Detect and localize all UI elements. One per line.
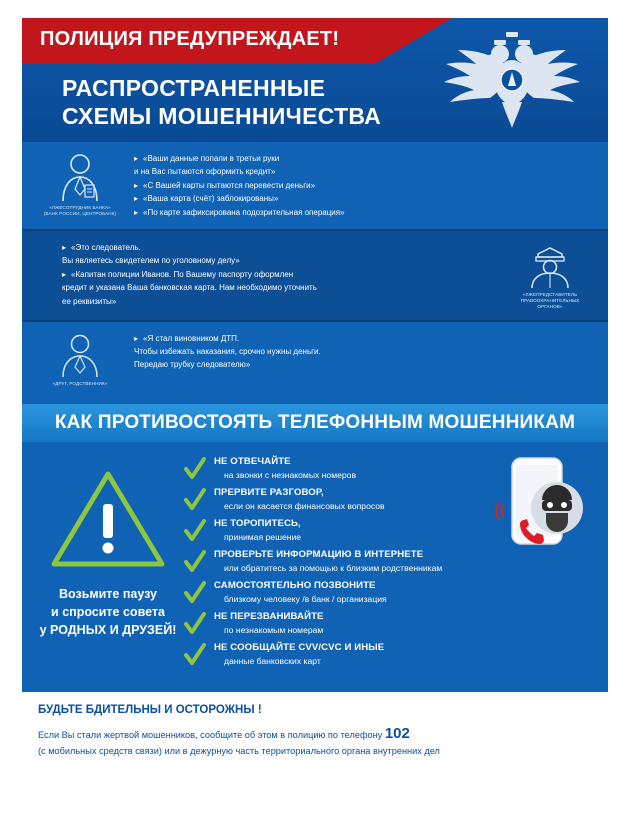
figure-caption [34, 205, 126, 217]
scheme-line [62, 255, 504, 267]
triangle-bullet-icon: ▸ [134, 154, 139, 163]
scheme-line [62, 269, 504, 281]
scheme-row-police-impostor [22, 231, 608, 320]
check-mark-icon [184, 488, 206, 512]
scheme-line [62, 296, 504, 308]
triangle-bullet-icon: ▸ [134, 333, 139, 343]
advice-section [22, 442, 608, 692]
tip-subtitle: по незнакомым номерам [224, 624, 324, 635]
mvd-eagle-emblem-icon [432, 22, 592, 134]
warning-text-line-1: Возьмите паузу [58, 586, 158, 601]
scheme-line-text: «Это следователь. [71, 242, 141, 252]
poster-header [22, 18, 608, 142]
scheme-row-bank-impostor [22, 142, 608, 229]
figure-caption [504, 292, 596, 311]
warning-text-line-3: у РОДНЫХ И ДРУЗЕЙ! [39, 622, 177, 637]
scheme-line [134, 153, 596, 165]
smartphone-with-thief-icon [494, 456, 590, 564]
scheme-line-text: Вы являетесь свидетелем по уголовному делу» [62, 256, 240, 266]
check-mark-icon [184, 612, 206, 636]
page-title [62, 74, 381, 130]
scheme-line-text: кредит и указана Ваша банковская карта. Нам необходимо уточнить [62, 283, 317, 293]
tip-title: НЕ СООБЩАЙТЕ CVV/CVC И ИНЫЕ [214, 641, 385, 653]
scheme-bullets [34, 240, 504, 309]
triangle-bullet-icon: ▸ [134, 180, 139, 190]
footer-line-2: (с мобильных средств связи) или в дежурную часть территориального органа внутренних дел [38, 746, 440, 757]
tips-list [184, 452, 494, 673]
warning-column [32, 452, 184, 639]
tip-item [184, 487, 494, 514]
police-officer-icon [520, 240, 580, 290]
tip-item [184, 518, 494, 545]
triangle-bullet-icon: ▸ [62, 242, 67, 252]
tip-item [184, 642, 494, 669]
scheme-line [62, 282, 504, 294]
tip-item [184, 580, 494, 607]
figure-caption-line-3: ОРГАНОВ» [537, 304, 563, 310]
scheme-line [134, 359, 596, 371]
tip-subtitle: данные банковских карт [224, 655, 321, 666]
scheme-line-text: «Я стал виновником ДТП. [143, 333, 240, 343]
poster-sheet [22, 18, 608, 802]
scheme-line-text: «Капитан полиции Иванов. По Вашему паспорту оформлен [71, 269, 294, 279]
footer-line-1-text: Если Вы стали жертвой мошенников, сообщите об этом в полицию по телефону [38, 729, 383, 740]
tip-item [184, 456, 494, 483]
scheme-line-text: и на Вас пытаются оформить кредит» [134, 167, 276, 177]
scheme-line [134, 333, 596, 345]
tip-subtitle: на звонки с незнакомых номеров [224, 469, 357, 480]
scheme-line [134, 193, 596, 205]
relative-figure [34, 331, 126, 387]
scheme-line [134, 207, 596, 219]
scheme-line-text: ее реквизиты» [62, 296, 117, 306]
tip-item [184, 611, 494, 638]
figure-caption [34, 381, 126, 387]
page-title-line-1: РАСПРОСТРАНЕННЫЕ [62, 75, 326, 101]
warning-text-line-2: и спросите совета [51, 604, 165, 619]
check-mark-icon [184, 581, 206, 605]
check-mark-icon [184, 519, 206, 543]
tip-subtitle: принимая решение [224, 531, 302, 542]
scheme-line-text: «Ваши данные попали в третьи руки [143, 154, 280, 163]
police-officer-figure [504, 240, 596, 311]
phone-illustration-column [494, 452, 598, 569]
fraud-schemes-section [22, 142, 608, 404]
scheme-line-text: «По карте зафиксирована подозрительная операция» [143, 207, 345, 217]
page-title-line-2: СХЕМЫ МОШЕННИЧЕСТВА [62, 103, 382, 130]
tip-title: НЕ ОТВЕЧАЙТЕ [214, 455, 291, 467]
scheme-line [134, 166, 596, 178]
figure-caption-line-2: ПРАВООХРАНИТЕЛЬНЫХ [520, 298, 580, 304]
footer-title: БУДЬТЕ БДИТЕЛЬНЫ И ОСТОРОЖНЫ ! [38, 703, 262, 716]
scheme-line-text: «Ваша карта (счёт) заблокированы» [143, 194, 279, 204]
scheme-line [134, 180, 596, 192]
bank-employee-figure [34, 151, 126, 217]
figure-caption-line-1: «ЛЖЕСОТРУДНИК БАНКА» [49, 205, 111, 210]
figure-caption-line-2: (БАНК РОССИИ, ЦЕНТРОБАНК) [43, 211, 117, 217]
scheme-line-text: «С Вашей карты пытаются перевести деньги» [143, 180, 316, 190]
scheme-line-text: Чтобы избежать наказания, срочно нужны деньги. [134, 346, 321, 356]
tip-title: ПРОВЕРЬТЕ ИНФОРМАЦИЮ В ИНТЕРНЕТЕ [214, 548, 424, 560]
check-mark-icon [184, 550, 206, 574]
scheme-line-text: Передаю трубку следователю» [134, 360, 251, 370]
emergency-phone-number: 102 [384, 724, 410, 742]
footer-line-1 [38, 723, 592, 746]
triangle-bullet-icon: ▸ [134, 194, 139, 204]
tip-item [184, 549, 494, 576]
relative-person-icon [52, 331, 108, 379]
triangle-bullet-icon: ▸ [62, 269, 67, 279]
tip-title: НЕ ПЕРЕЗВАНИВАЙТЕ [214, 610, 324, 622]
tip-title: ПРЕРВИТЕ РАЗГОВОР, [214, 486, 324, 498]
figure-caption-line-1: «ДРУГ, РОДСТВЕННИК» [52, 380, 108, 386]
warning-text [32, 585, 184, 639]
tip-subtitle: или обратитесь за помощью к близким родственникам [224, 562, 443, 573]
scheme-line [134, 346, 596, 358]
advice-inner [32, 452, 598, 673]
scheme-row-relative-impostor [22, 322, 608, 398]
counter-measures-banner: КАК ПРОТИВОСТОЯТЬ ТЕЛЕФОННЫМ МОШЕННИКАМ [22, 404, 608, 442]
triangle-bullet-icon: ▸ [134, 207, 139, 217]
warning-triangle-icon [49, 468, 167, 570]
scheme-line [62, 242, 504, 254]
tip-subtitle: если он касается финансовых вопросов [224, 500, 385, 511]
scheme-bullets [126, 151, 596, 220]
tip-subtitle: близкому человеку /в банк / организация [224, 593, 387, 604]
header-ribbon-label: ПОЛИЦИЯ ПРЕДУПРЕЖДАЕТ! [40, 28, 340, 50]
check-mark-icon [184, 457, 206, 481]
tip-title: НЕ ТОРОПИТЕСЬ, [214, 517, 301, 529]
check-mark-icon [184, 643, 206, 667]
tip-title: САМОСТОЯТЕЛЬНО ПОЗВОНИТЕ [214, 579, 376, 591]
figure-caption-line-1: «ЛЖЕПРЕДСТАВИТЕЛЬ [522, 291, 578, 297]
bank-clerk-icon [51, 151, 109, 203]
scheme-bullets [126, 331, 596, 373]
poster-footer [22, 692, 608, 769]
